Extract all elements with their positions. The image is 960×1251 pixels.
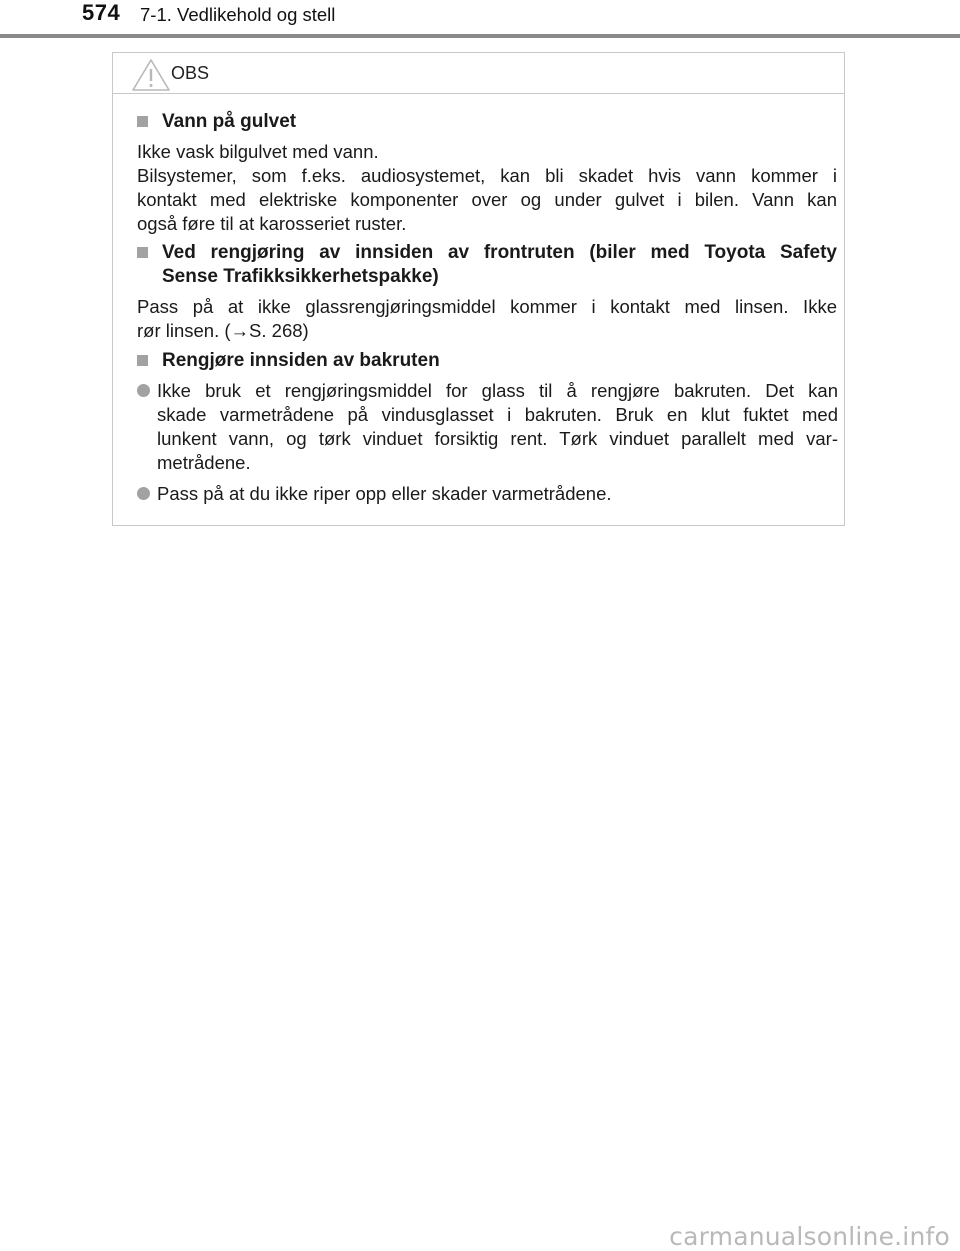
notice-box bbox=[112, 52, 845, 526]
section-paragraph: Ikke vask bilgulvet med vann. Bilsystemer, som f.eks. audiosystemet, kan bli skadet hvis vann kommer i kontakt med elektriske komponenter over og under gulvet i bilen. Vann kan også føre til at karosseriet ruster. bbox=[137, 141, 837, 234]
section-title-text: Rengjøre innsiden av bakruten bbox=[162, 350, 440, 371]
page-number: 574 bbox=[82, 0, 121, 25]
notice-label: OBS bbox=[171, 63, 210, 83]
round-bullet-icon bbox=[137, 384, 150, 397]
warning-triangle-icon bbox=[131, 58, 171, 92]
round-bullet-icon bbox=[137, 487, 150, 500]
list-item: Ikke bruk et rengjøringsmiddel for glass til å rengjøre bakruten. Det kan skade varmetrådene på vindusglasset i bakruten. Bruk en klut fuktet med lunkent vann, og tørk vinduet forsiktig rent. Tørk vinduet parallelt med var- metrådene. bbox=[137, 379, 838, 475]
watermark: carmanualsonline.info bbox=[669, 1222, 950, 1251]
section-title-text: Ved rengjøring av innsiden av frontruten (biler med Toyota Safety Sense Trafikksikkerhetspakke) bbox=[162, 242, 837, 287]
list-item: Pass på at du ikke riper opp eller skader varmetrådene. bbox=[137, 482, 838, 506]
header-rule bbox=[0, 34, 960, 38]
chapter-title: 7-1. Vedlikehold og stell bbox=[140, 4, 336, 25]
section-paragraph: Pass på at ikke glassrengjøringsmiddel kommer i kontakt med linsen. Ikke rør linsen. (→S. 268) bbox=[137, 296, 837, 341]
section-title-text: Vann på gulvet bbox=[162, 111, 297, 132]
notice-header bbox=[113, 53, 844, 94]
page-header bbox=[0, 0, 960, 40]
